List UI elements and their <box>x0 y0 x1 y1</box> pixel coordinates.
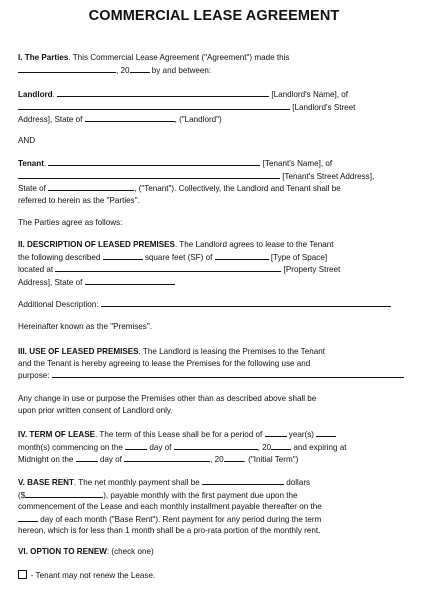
premises-section <box>18 239 412 288</box>
commencing-text: month(s) commencing on the <box>18 442 126 452</box>
rent-section <box>18 476 412 537</box>
base-rent-text: day of each month ("Base Rent"). Rent payment for any period during the term <box>38 514 322 524</box>
landlord-address-label: Address], State of <box>18 115 85 125</box>
premises-sf: square feet (SF) of <box>142 252 215 262</box>
end-day-of: day of <box>97 455 125 465</box>
document-title: COMMERCIAL LEASE AGREEMENT <box>88 8 340 24</box>
payable-text: ), payable monthly with the first payment due upon the <box>103 490 298 500</box>
tenant-name-blank[interactable] <box>48 157 260 166</box>
tenant-street-hint: [Tenant's Street Address], <box>280 171 375 181</box>
tenant-section: Tenant. [Tenant's Name], of [Tenant's Street Address], State of , ("Tenant"). Collectively, the Landlord and Tenant shall be referred to herein as the "Parties". <box>18 159 375 205</box>
premises-state-blank[interactable] <box>85 276 175 285</box>
use-heading: III. USE OF LEASED PREMISES <box>18 347 139 356</box>
parties-heading: I. The Parties <box>18 53 69 62</box>
landlord-name-hint: [Landlord's Name], of <box>269 90 349 99</box>
initial-term: . ("Initial Term") <box>243 455 299 465</box>
rent-words-blank[interactable] <box>202 476 284 485</box>
and-text: AND <box>18 136 36 145</box>
renew-option-1-label: - Tenant may not renew the Lease. <box>28 571 156 580</box>
additional-label: Additional Description: <box>18 300 101 309</box>
landlord-street-hint: [Landlord's Street <box>290 102 356 112</box>
purpose-blank[interactable] <box>52 369 404 378</box>
tenant-name-hint: [Tenant's Name], of <box>260 159 333 168</box>
term-years-blank[interactable] <box>265 428 287 437</box>
purpose-label: purpose: <box>18 371 52 381</box>
term-heading: IV. TERM OF LEASE <box>18 430 96 439</box>
term-years-label: year(s) <box>286 430 317 439</box>
start-day-of: day of <box>147 442 174 452</box>
renew-section <box>18 546 412 558</box>
year-blank[interactable] <box>130 64 150 73</box>
agree-text: The Parties agree as follows: <box>18 218 123 227</box>
property-street-blank[interactable] <box>55 263 281 272</box>
end-year-blank[interactable] <box>224 453 244 462</box>
property-street-hint: [Property Street <box>281 265 341 275</box>
located-at: located at <box>18 265 56 275</box>
tenant-label: Tenant <box>18 159 44 168</box>
use-change-line2: upon prior written consent of Landlord only. <box>18 405 173 415</box>
rent-amount-blank[interactable] <box>25 489 103 498</box>
tenant-state-label: State of <box>18 184 49 194</box>
renew-option-1 <box>18 570 412 582</box>
premises-described: the following described <box>18 252 103 262</box>
pro-rata-text: hereon, which is for less than 1 month shall be a pro-rata portion of the monthly rent. <box>18 526 321 536</box>
term-section <box>18 428 412 466</box>
premises-heading: II. DESCRIPTION OF LEASED PREMISES <box>18 240 175 249</box>
use-line2: and the Tenant is hereby agreeing to lease the Premises for the following use and <box>18 358 311 368</box>
dollars-label: dollars <box>284 478 311 487</box>
landlord-section: Landlord. [Landlord's Name], of [Landlord's Street Address], State of , ("Landlord") <box>18 90 356 125</box>
renew-suffix: : (check one) <box>106 547 154 556</box>
tenant-street-blank[interactable] <box>18 170 280 179</box>
tenant-referred: referred to herein as the "Parties". <box>18 195 140 205</box>
space-type-blank[interactable] <box>215 251 269 260</box>
rent-intro: . The net monthly payment shall be <box>73 478 202 487</box>
start-year-prefix: , 20 <box>257 442 272 452</box>
start-year-blank[interactable] <box>271 441 291 450</box>
use-intro: . The Landlord is leasing the Premises to the Tenant <box>138 347 325 356</box>
additional-description <box>18 298 412 311</box>
between-text: by and between: <box>149 65 212 75</box>
parties-section <box>18 52 412 76</box>
premises-definition: Hereinafter known as the "Premises". <box>18 322 152 331</box>
dollar-prefix: ($ <box>18 490 26 500</box>
end-day-blank[interactable] <box>76 453 98 462</box>
rent-due-day-blank[interactable] <box>18 513 38 522</box>
additional-description-blank[interactable] <box>101 298 391 307</box>
tenant-collective: , ("Tenant"). Collectively, the Landlord and Tenant shall be <box>134 184 341 194</box>
parties-intro: . This Commercial Lease Agreement ("Agreement") made this <box>68 53 290 62</box>
landlord-name-blank[interactable] <box>57 88 269 97</box>
start-day-blank[interactable] <box>125 441 147 450</box>
expiring-text: and expiring at <box>291 442 347 452</box>
end-month-blank[interactable] <box>124 453 210 462</box>
use-change-line1: Any change in use or purpose the Premises other than as described above shall be <box>18 394 317 403</box>
rent-heading: V. BASE RENT <box>18 478 74 487</box>
term-months-blank[interactable] <box>316 428 336 437</box>
landlord-role: , ("Landlord") <box>174 115 222 125</box>
year-prefix: , 20 <box>116 65 130 75</box>
day-blank[interactable] <box>18 64 116 73</box>
landlord-state-blank[interactable] <box>85 113 175 122</box>
commencement-text: commencement of the Lease and each monthly installment payable thereafter on the <box>18 502 322 512</box>
landlord-label: Landlord <box>18 90 53 99</box>
use-section <box>18 346 412 382</box>
use-change-section <box>18 393 412 416</box>
midnight-text: Midnight on the <box>18 455 76 465</box>
square-feet-blank[interactable] <box>103 251 143 260</box>
tenant-state-blank[interactable] <box>48 182 134 191</box>
renew-option-1-checkbox[interactable] <box>18 570 27 579</box>
term-intro: . The term of this Lease shall be for a period of <box>95 430 265 439</box>
renew-heading: VI. OPTION TO RENEW <box>18 547 107 556</box>
space-type-hint: [Type of Space] <box>268 252 328 262</box>
start-month-blank[interactable] <box>174 441 258 450</box>
premises-intro: . The Landlord agrees to lease to the Tenant <box>174 240 334 249</box>
landlord-street-blank[interactable] <box>18 101 290 110</box>
premises-state-label: Address], State of <box>18 277 85 287</box>
end-year-prefix: , 20 <box>210 455 224 465</box>
